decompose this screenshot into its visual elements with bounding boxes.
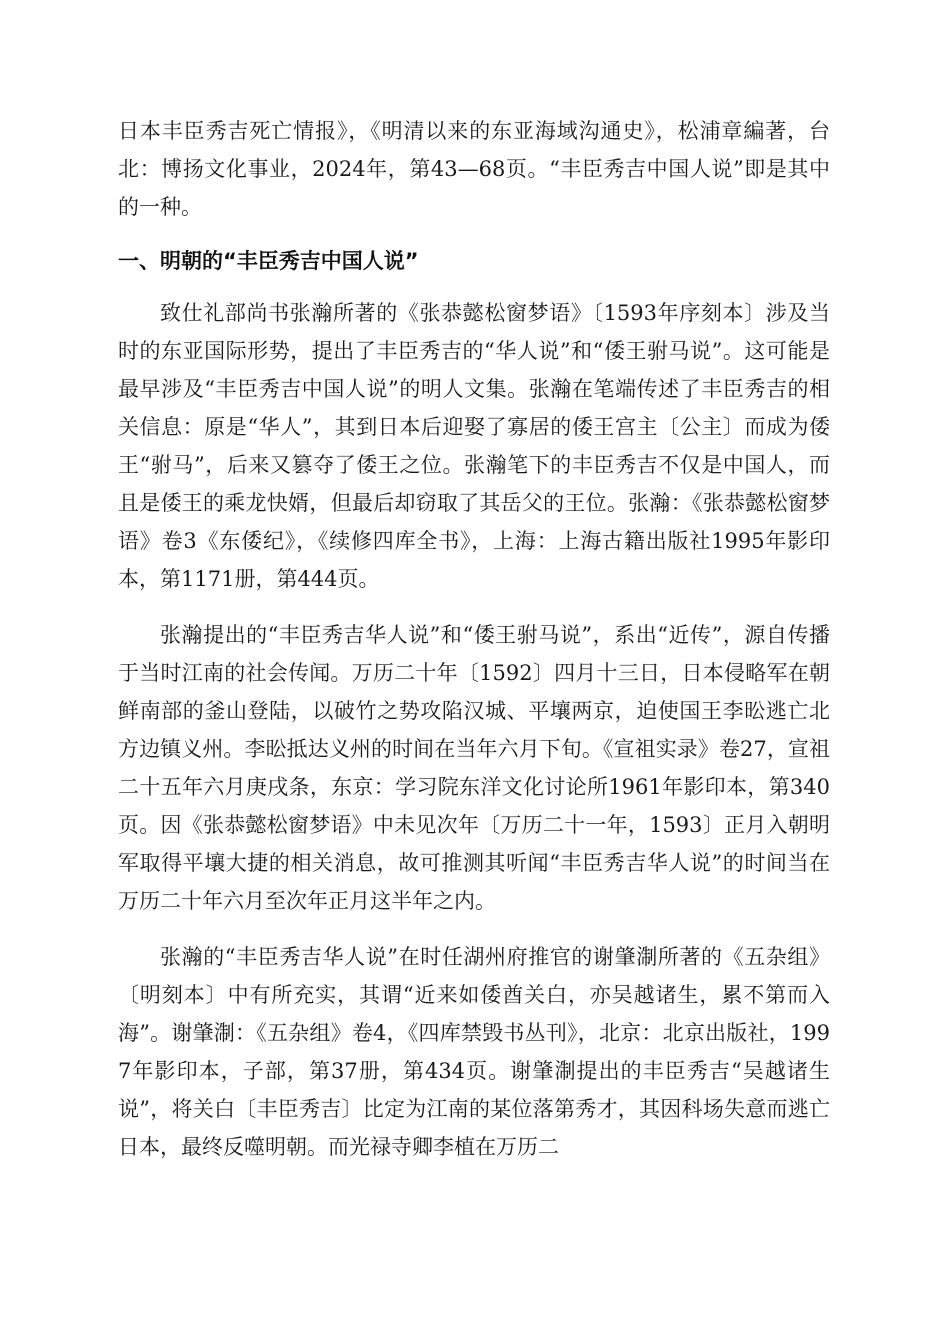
paragraph-xie-zhaozhe: 张瀚的“丰臣秀吉华人说”在时任湖州府推官的谢肇淛所著的《五杂组》〔明刻本〕中有所充实，其谓“近来如倭酋关白，亦吴越诸生，累不第而入海”。谢肇淛：《五杂组》卷4，《四库禁毁书丛刊》，北京：北京出版社，1997年影印本，子部，第37册，第434页。谢肇淛提出的丰臣秀吉“吴越诸生说”，将关白〔丰臣秀吉〕比定为江南的某位落第秀才，其因科场失意而逃亡日本，最终反噬明朝。而光禄寺卿李植在万历二 bbox=[118, 945, 830, 1159]
paragraph-zhang-han-book: 致仕礼部尚书张瀚所著的《张恭懿松窗梦语》〔1593年序刻本〕涉及当时的东亚国际形势，提出了丰臣秀吉的“华人说”和“倭王驸马说”。这可能是最早涉及“丰臣秀吉中国人说”的明人文集。张瀚在笔端传述了丰臣秀吉的相关信息：原是“华人”，其到日本后迎娶了寡居的倭王宫主〔公主〕而成为倭王“驸马”，后来又篡夺了倭王之位。张瀚笔下的丰臣秀吉不仅是中国人，而且是倭王的乘龙快婿，但最后却窃取了其岳父的王位。张瀚：《张恭懿松窗梦语》卷3《东倭纪》，《续修四库全书》，上海：上海古籍出版社1995年影印本，第1171册，第444页。 bbox=[118, 301, 830, 591]
paragraph-rumor-origin: 张瀚提出的“丰臣秀吉华人说”和“倭王驸马说”，系出“近传”，源自传播于当时江南的社会传闻。万历二十年〔1592〕四月十三日，日本侵略军在朝鲜南部的釜山登陆，以破竹之势攻陷汉城、平壤两京，迫使国王李昖逃亡北方边镇义州。李昖抵达义州的时间在当年六月下旬。《宣祖实录》卷27，宣祖二十五年六月庚戌条，东京：学习院东洋文化讨论所1961年影印本，第340页。因《张恭懿松窗梦语》中未见次年〔万历二十一年，1593〕正月入朝明军取得平壤大捷的相关消息，故可推测其听闻“丰臣秀吉华人说”的时间当在万历二十年六月至次年正月这半年之内。 bbox=[118, 623, 830, 913]
document-page bbox=[118, 112, 830, 1166]
section-heading: 一、明朝的“丰臣秀吉中国人说” bbox=[118, 249, 419, 273]
paragraph-continuation: 日本丰臣秀吉死亡情报》，《明清以来的东亚海域沟通史》，松浦章編著，台北：博扬文化事业，2024年，第43—68页。“丰臣秀吉中国人说”即是其中的一种。 bbox=[118, 119, 830, 219]
